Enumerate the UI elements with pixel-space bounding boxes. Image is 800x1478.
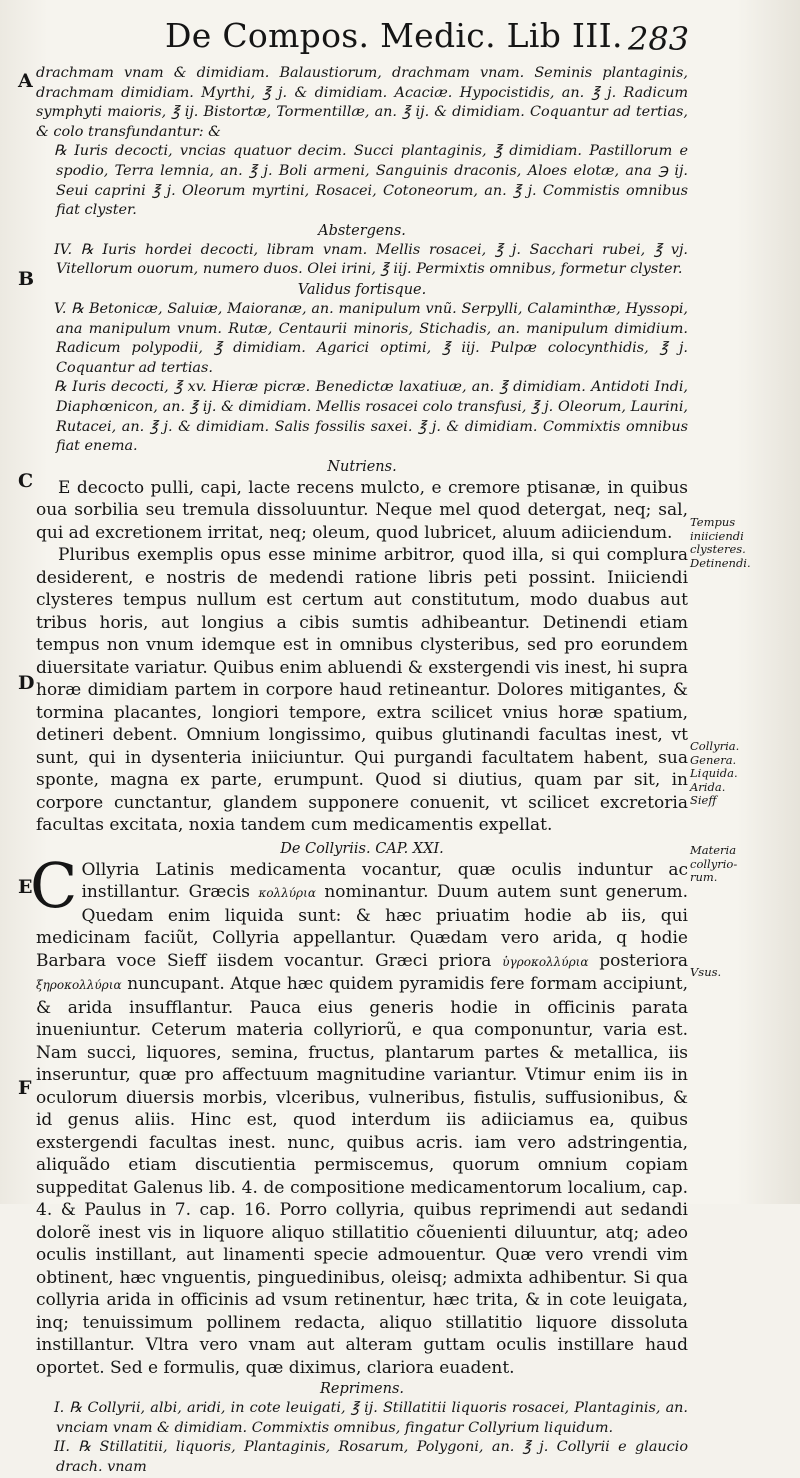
- side-note-line: Materia: [690, 843, 737, 857]
- main-text: [30, 64, 689, 1478]
- section-heading: Abstergens.: [318, 222, 406, 239]
- recipe-paragraph: V. ℞ Betonicæ, Saluiæ, Maioranæ, an. manipulum vnũ. Serpylli, Calaminthæ, Hyssopi, ana manipulum vnum. Rutæ, Centaurii minoris, Stichadis, an. manipulum dimidium. Radicum polypodii, ℥ dimidiam. Agarici optimi, ℥ iij. Pulpæ colocynthidis, ℥ j. Coquantur ad tertias.: [54, 300, 688, 376]
- side-note-materia: [690, 844, 760, 885]
- margin-letter-f: F: [18, 1077, 32, 1099]
- recipe-paragraph: ℞ Iuris decocti, ℥ xv. Hieræ picræ. Benedictæ laxatiuæ, an. ℥ dimidiam. Antidoti Indi, Diaphœnicon, an. ℥ ij. & dimidiam. Mellis rosacei colo transfusi, ℥ j. Oleorum, Laurini, Rutacei, an. ℥ j. & dimidiam. Salis fossilis saxei. ℥ j. & dimidiam. Commixtis omnibus fiat enema.: [54, 379, 688, 455]
- side-note-line: clysteres.: [690, 542, 746, 556]
- recipe-paragraph: ℞ Iuris decocti, vncias quatuor decim. Succi plantaginis, ℥ dimidiam. Pastillorum e spodio, Terra lemnia, an. ℥ j. Boli armeni, Sanguinis draconis, Aloes elotæ, ana ℈ ij. Seui caprini ℥ j. Oleorum myrtini, Rosacei, Cotoneorum, an. ℥ j. Commistis omnibus fiat clyster.: [54, 143, 688, 219]
- margin-letter-b: B: [18, 268, 35, 290]
- greek-term: ξηροκολλύρια: [36, 978, 122, 993]
- side-note-line: rum.: [690, 870, 718, 884]
- chapter-heading: De Collyriis. CAP. XXI.: [280, 840, 444, 857]
- side-note-line: collyrio-: [690, 856, 738, 871]
- side-note-line: Sieff: [690, 793, 717, 807]
- side-note-line: Tempus: [690, 515, 736, 529]
- recipe-paragraph: I. ℞ Collyrii, albi, aridi, in cote leuigati, ℥ ij. Stillatitii liquoris rosacei, Plantaginis, an. vnciam vnam & dimidiam. Commixtis omnibus, fingatur Collyrium liquidum.: [54, 1400, 688, 1436]
- text-run: nominantur. Duum autem sunt generum. Quedam enim liquida sunt: & hæc priuatim hodie ab iis, qui medicinam faciũt, Collyria appellantur. Quædam vero arida, q hodie Barbara voce Sieff iisdem vocantur. Græci priora: [36, 882, 688, 971]
- side-note-vsus: Vsus.: [690, 965, 722, 979]
- greek-term: ὑγροκολλύρια: [502, 954, 589, 969]
- side-note-collyria: [690, 740, 760, 808]
- side-note-line: Liquida.: [690, 766, 738, 780]
- page-number: 283: [628, 20, 690, 58]
- text-run: Ollyria Latinis medicamenta vocantur, quæ oculis induntur ac instillantur. Græcis: [81, 859, 688, 903]
- section-heading: Reprimens.: [319, 1381, 405, 1398]
- side-note-tempus: [690, 516, 760, 570]
- text-paragraph: Pluribus exemplis opus esse minime arbitror, quod illa, si qui complura desiderent, e nostris de medendi ratione libris peti possint. Iniiciendi clysteres tempus nullum est certum aut constitutum, modo duabus aut tribus horis, aut longius a cibis sumtis adhibeantur. Detinendi etiam tempus non vnum idemque est in omnibus clysteribus, sed pro eorundem diuersitate variatur. Quibus enim abluendi & exstergendi vis inest, hi supra horæ dimidiam partem in corpore haud retineantur. Dolores mitigantes, & tormina placantes, longiori tempore, extra scilicet vnius horæ spatium, detineri debent. Omnium longissimo, quibus glutinandi facultas inest, vt sunt, qui in dysenteria iniiciuntur. Qui purgandi facultatem habent, sua sponte, magna ex parte, erumpunt. Quod si diutius, quam par sit, in corpore cunctantur, glandem supponere conuenit, vt scilicet excretoria facultas excitata, noxia tandem cum medicamentis expellat.: [36, 545, 688, 836]
- recipe-paragraph: II. ℞ Stillatitii, liquoris, Plantaginis, Rosarum, Polygoni, an. ℥ j. Collyrii e glaucio drach. vnam: [54, 1439, 688, 1475]
- text-run: posteriora: [599, 950, 689, 971]
- margin-letter-a: A: [18, 70, 33, 92]
- side-note-line: Detinendi.: [690, 555, 751, 570]
- margin-letter-c: C: [18, 470, 34, 492]
- margin-letter-e: E: [18, 876, 33, 898]
- recipe-paragraph: drachmam vnam & dimidiam. Balaustiorum, drachmam vnam. Seminis plantaginis, drachmam dimidiam. Myrthi, ℥ j. & dimidiam. Acaciæ. Hypocistidis, an. ℥ j. Radicum symphyti maioris, ℥ ij. Bistortæ, Tormentillæ, an. ℥ ij. & dimidiam. Coquantur ad tertias, & colo transfundantur: &: [36, 65, 688, 140]
- drop-capital: C: [30, 848, 78, 922]
- section-heading: Nutriens.: [327, 458, 397, 475]
- text-run: nuncupant. Atque hæc quidem pyramidis fere formam accipiunt, & arida insufflantur. Pauca eius generis hodie in officinis parata inueniuntur. Ceterum materia collyriorũ, e qua componuntur, varia est. Nam succi, liquores, semina, fructus, plantarum partes & metallica, iis inseruntur, quæ pro affectuum magnitudine variantur. Vtimur enim iis in oculorum diuersis morbis, vlceribus, vulneribus, fistulis, suffusionibus, & id genus aliis. Hinc est, quod interdum iis adiiciamus ea, quibus exstergendi facultas inest. nunc, quibus acris. iam vero adstringentia, aliquãdo etiam discutientia permiscemus, quorum omnium copiam suppeditat Galenus lib. 4. de compositione medicamentorum localium, cap. 4. & Paulus in 7. cap. 16. Porro collyria, quibus reprimendi aut sedandi dolorẽ inest vis in liquore aliquo stillatitio cõuenienti diluuntur, atq; adeo oculis instillant, aut linamenti specie admouentur. Quæ vero vrendi vim obtinent, hæc vnguentis, pinguedinibus, oleisq; admixta adhibentur. Si qua collyria arida in officinis ad vsum retinentur, hæc trita, & in cote leuigata, inq; tenuissimum pollinem redacta, aliquo stillatitio liquore dissoluta instillantur. Vltra vero vnam aut alteram guttam oculis instillare haud oportet. Sed e formulis, quæ diximus, clariora euadent.: [36, 974, 688, 1378]
- text-paragraph: E decocto pulli, capi, lacte recens mulcto, e cremore ptisanæ, in quibus oua sorbilia seu tremula dissoluuntur. Neque mel quod detergat, neq; sal, qui ad excretionem irritat, neq; oleum, quod lubricet, aluum adiiciendum.: [36, 477, 688, 543]
- recipe-paragraph: IV. ℞ Iuris hordei decocti, libram vnam. Mellis rosacei, ℥ j. Sacchari rubei, ℥ vj. Vitellorum ouorum, numero duos. Olei irini, ℥ iij. Permixtis omnibus, formetur clyster.: [54, 241, 688, 278]
- margin-letter-d: D: [18, 672, 35, 694]
- side-note-line: iniiciendi: [690, 528, 744, 543]
- section-heading: Validus fortisque.: [297, 281, 427, 298]
- greek-term: κολλύρια: [258, 886, 316, 901]
- side-note-line: Arida.: [690, 779, 726, 794]
- side-note-line: Collyria.: [690, 739, 740, 753]
- running-head: De Compos. Medic. Lib III.: [165, 16, 623, 55]
- side-note-line: Genera.: [690, 752, 737, 767]
